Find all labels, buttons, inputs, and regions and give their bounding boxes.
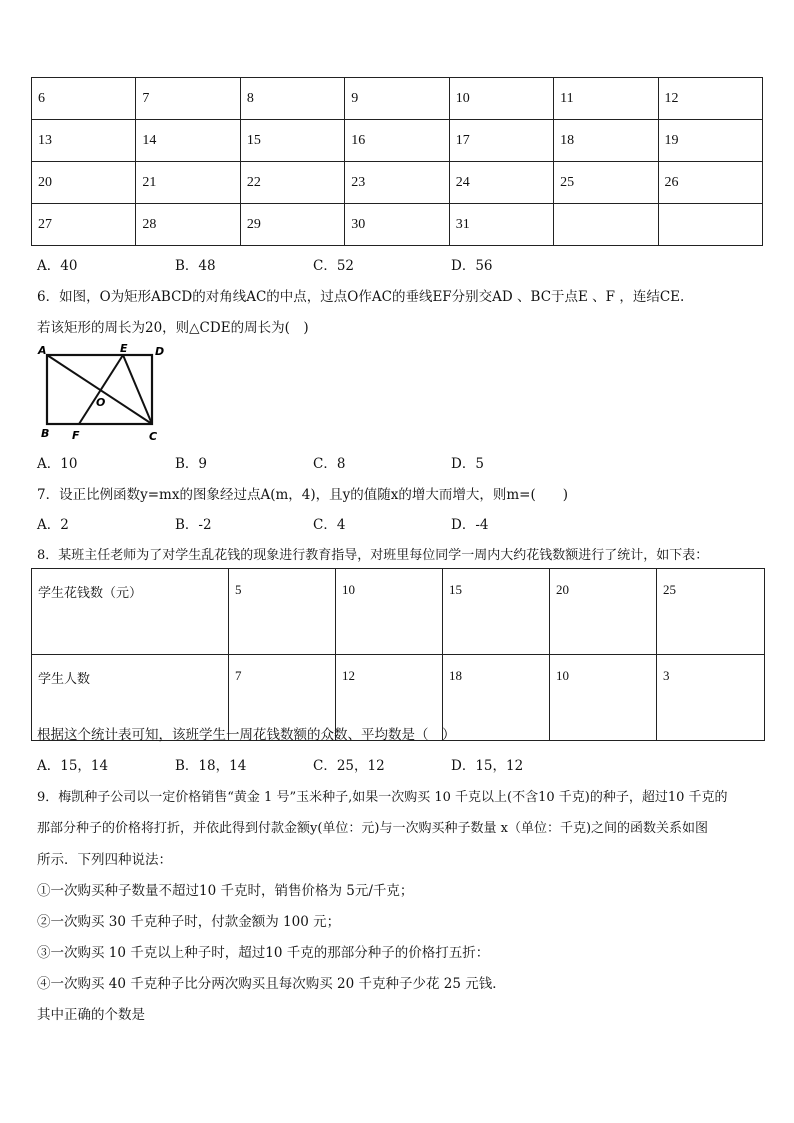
rectangle-abcd-figure	[36, 343, 170, 443]
q6-option-c[interactable]: C．8	[313, 456, 346, 472]
calendar-cell: 19	[658, 120, 762, 162]
q5-option-b[interactable]: B．48	[175, 258, 216, 274]
calendar-cell: 22	[240, 162, 344, 204]
calendar-cell: 6	[32, 78, 136, 120]
table-cell: 20	[550, 569, 657, 655]
q7-option-d[interactable]: D．-4	[451, 517, 489, 533]
row-header-students: 学生人数	[32, 655, 229, 741]
calendar-cell	[658, 204, 762, 246]
q9-stem-line3: 所示．下列四种说法：	[37, 852, 172, 868]
calendar-cell: 15	[240, 120, 344, 162]
spending-stat-table	[31, 568, 765, 741]
calendar-cell: 16	[345, 120, 449, 162]
calendar-cell: 17	[449, 120, 553, 162]
q5-option-a[interactable]: A．40	[37, 258, 78, 274]
calendar-cell	[554, 204, 658, 246]
calendar-cell: 21	[136, 162, 240, 204]
label-b: B	[41, 427, 50, 440]
q8-option-c[interactable]: C．25，12	[313, 758, 385, 774]
label-o: O	[96, 396, 106, 409]
q8-options	[37, 754, 589, 774]
table-row	[32, 569, 765, 655]
calendar-cell: 26	[658, 162, 762, 204]
diagonal-ac	[47, 355, 152, 424]
table-cell: 10	[550, 655, 657, 741]
calendar-cell: 7	[136, 78, 240, 120]
calendar-cell: 29	[240, 204, 344, 246]
label-f: F	[72, 429, 80, 442]
q6-option-d[interactable]: D．5	[451, 456, 484, 472]
calendar-cell: 12	[658, 78, 762, 120]
table-cell: 12	[336, 655, 443, 741]
table-cell: 7	[229, 655, 336, 741]
table-row	[32, 120, 763, 162]
q7-option-b[interactable]: B．-2	[175, 517, 212, 533]
calendar-cell: 10	[449, 78, 553, 120]
q6-stem-line1: 6．如图，O为矩形ABCD的对角线AC的中点，过点O作AC的垂线EF分别交AD 、BC于点E 、F ，连结CE.	[37, 289, 685, 305]
calendar-cell: 8	[240, 78, 344, 120]
segment-ef	[79, 355, 123, 424]
q7-stem: 7．设正比例函数y=mx的图象经过点A(m，4)，且y的值随x的增大而增大，则m=( )	[37, 487, 569, 503]
table-row	[32, 204, 763, 246]
q9-statement-4: ④一次购买 40 千克种子比分两次购买且每次购买 20 千克种子少花 25 元钱．	[37, 976, 506, 992]
q9-stem-line2: 那部分种子的价格将打折，并依此得到付款金额y(单位：元)与一次购买种子数量 x（单位：千克)之间的函数关系如图	[37, 821, 709, 836]
q5-option-c[interactable]: C．52	[313, 258, 355, 274]
table-cell: 3	[657, 655, 765, 741]
q9-statement-1: ①一次购买种子数量不超过10 千克时，销售价格为 5元/千克；	[37, 883, 414, 899]
label-d: D	[155, 345, 165, 358]
label-c: C	[149, 430, 158, 443]
q5-options	[37, 254, 589, 274]
table-cell: 5	[229, 569, 336, 655]
q8-stem: 8．某班主任老师为了对学生乱花钱的现象进行教育指导，对班里每位同学一周内大约花钱数额进行了统计，如下表：	[37, 548, 709, 563]
label-a: A	[38, 344, 47, 357]
calendar-cell: 11	[554, 78, 658, 120]
q6-option-a[interactable]: A．10	[37, 456, 78, 472]
q5-option-d[interactable]: D．56	[451, 258, 493, 274]
table-row	[32, 162, 763, 204]
q8-option-d[interactable]: D．15，12	[451, 758, 524, 774]
q9-tail: 其中正确的个数是	[37, 1007, 145, 1023]
row-header-spending: 学生花钱数（元）	[32, 569, 229, 655]
calendar-cell: 23	[345, 162, 449, 204]
table-cell: 18	[443, 655, 550, 741]
q6-stem-line2: 若该矩形的周长为20，则△CDE的周长为( )	[37, 320, 309, 336]
calendar-cell: 25	[554, 162, 658, 204]
calendar-cell: 28	[136, 204, 240, 246]
calendar-cell: 30	[345, 204, 449, 246]
calendar-table	[31, 77, 763, 246]
q6-option-b[interactable]: B．9	[175, 456, 208, 472]
table-row	[32, 78, 763, 120]
q9-statement-2: ②一次购买 30 千克种子时，付款金额为 100 元；	[37, 914, 341, 930]
table-cell: 15	[443, 569, 550, 655]
calendar-cell: 20	[32, 162, 136, 204]
calendar-cell: 13	[32, 120, 136, 162]
label-e: E	[120, 343, 128, 355]
q8-option-b[interactable]: B．18，14	[175, 758, 247, 774]
calendar-cell: 14	[136, 120, 240, 162]
calendar-cell: 18	[554, 120, 658, 162]
q9-stem-line1: 9．梅凯种子公司以一定价格销售“黄金 1 号”玉米种子,如果一次购买 10 千克以上(不含10 千克)的种子，超过10 千克的	[37, 790, 728, 805]
q8-question: 根据这个统计表可知，该班学生一周花钱数额的众数、平均数是（ ）	[37, 727, 456, 743]
calendar-cell: 24	[449, 162, 553, 204]
table-cell: 25	[657, 569, 765, 655]
q7-option-a[interactable]: A．2	[37, 517, 69, 533]
calendar-cell: 9	[345, 78, 449, 120]
q8-option-a[interactable]: A．15，14	[37, 758, 109, 774]
q9-statement-3: ③一次购买 10 千克以上种子时，超过10 千克的那部分种子的价格打五折：	[37, 945, 490, 961]
q7-option-c[interactable]: C．4	[313, 517, 346, 533]
calendar-cell: 27	[32, 204, 136, 246]
q6-options	[37, 452, 589, 472]
calendar-cell: 31	[449, 204, 553, 246]
table-cell: 10	[336, 569, 443, 655]
q7-options	[37, 513, 589, 533]
